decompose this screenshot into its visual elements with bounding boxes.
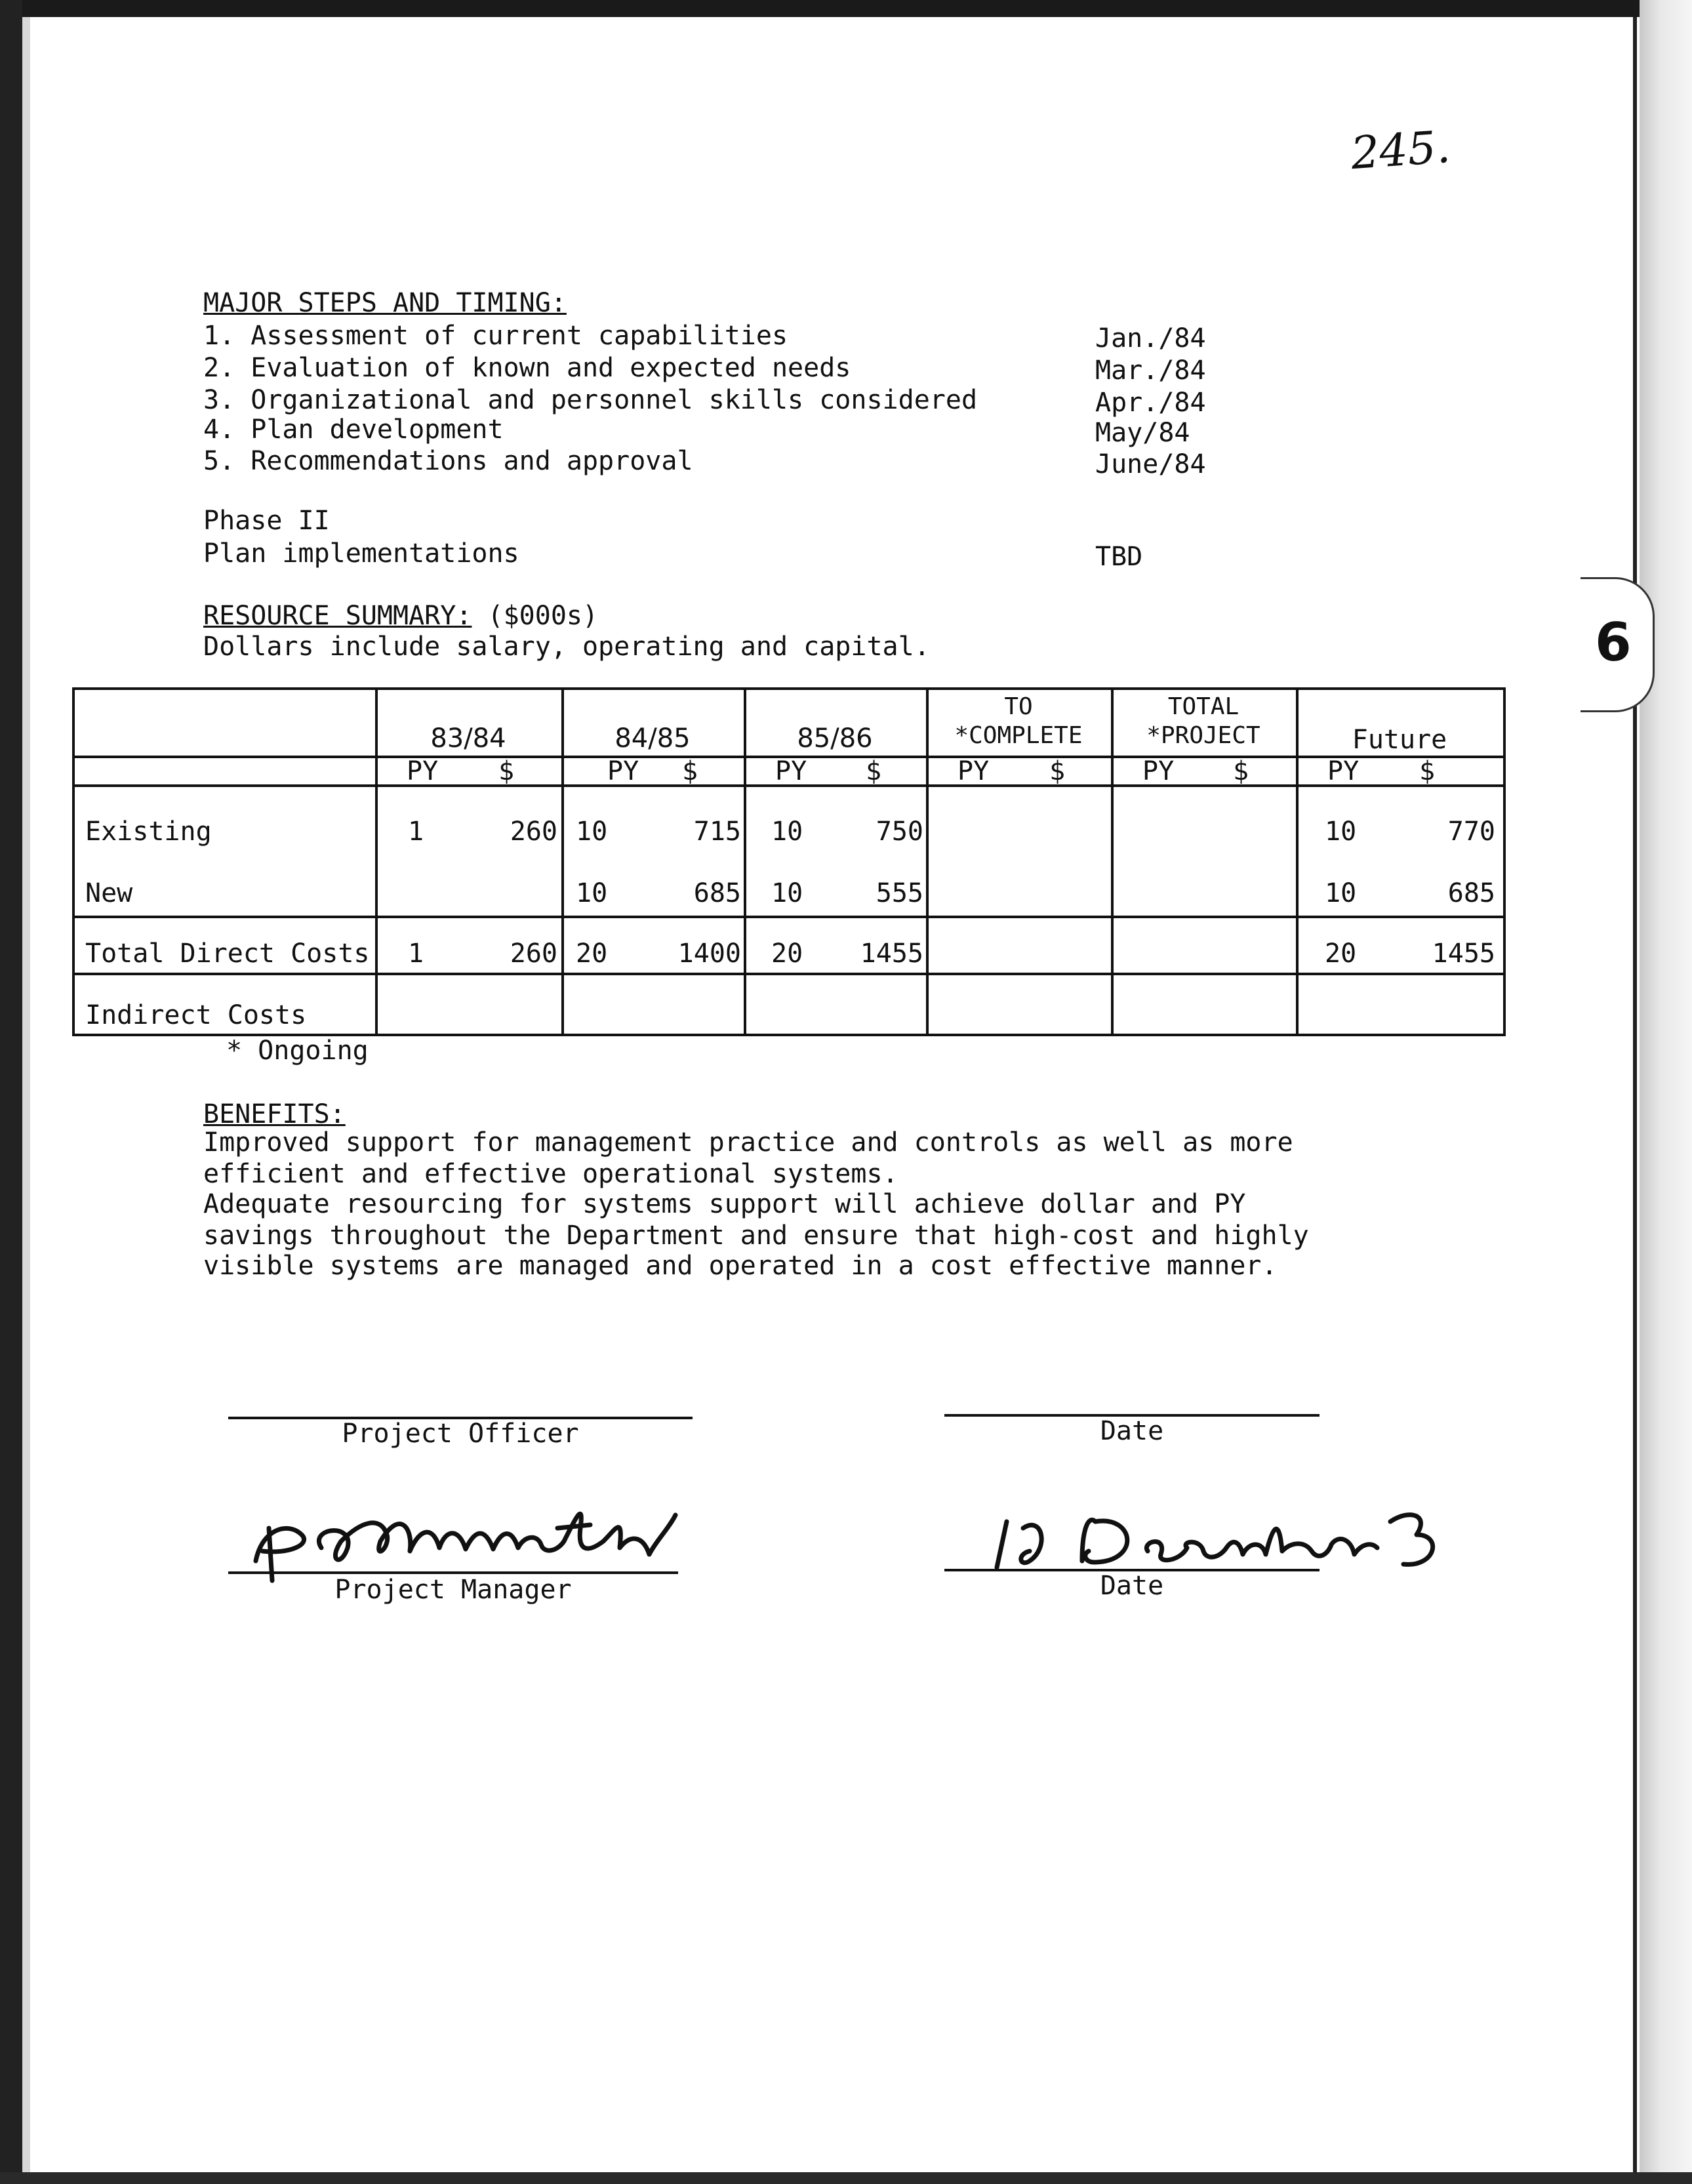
resource-summary-unit: ($000s)	[487, 601, 599, 631]
benefits-line: savings throughout the Department and ensure that high-cost and highly	[203, 1221, 1309, 1251]
table-cell: 260	[510, 817, 557, 847]
table-cell: 685	[693, 878, 741, 908]
table-cell: 770	[1447, 817, 1495, 847]
date-label-2: Date	[1100, 1571, 1164, 1601]
table-rule	[1503, 687, 1506, 1036]
table-footnote: * Ongoing	[226, 1036, 369, 1066]
sub-header-dollar: $	[682, 756, 698, 786]
resource-summary-title	[203, 600, 598, 632]
col-header-84-85: 84/85	[614, 723, 691, 754]
sub-header-dollar: $	[1419, 756, 1436, 786]
sub-header-py: PY	[775, 756, 807, 786]
col-header-future: Future	[1352, 725, 1447, 755]
sub-header-dollar: $	[866, 756, 882, 786]
table-cell: 1455	[860, 939, 923, 969]
step-date: Mar./84	[1095, 355, 1206, 386]
benefits-line: visible systems are managed and operated in a cost effective manner.	[203, 1251, 1278, 1281]
project-manager-label: Project Manager	[334, 1575, 572, 1605]
sub-header-dollar: $	[1233, 756, 1249, 786]
step-date: Apr./84	[1095, 388, 1206, 418]
table-rule	[72, 687, 1506, 690]
col-header-83-84: 83/84	[430, 723, 506, 754]
table-cell: 1455	[1432, 939, 1495, 969]
step-item: 1. Assessment of current capabilities	[203, 321, 788, 351]
sub-header-py: PY	[407, 756, 439, 786]
page-edge-right	[1633, 17, 1637, 2181]
phase-title: Phase II	[203, 506, 330, 536]
benefits-line: Improved support for management practice and controls as well as more	[203, 1127, 1293, 1158]
sub-header-dollar: $	[498, 756, 515, 786]
benefits-line: efficient and effective operational systems.	[203, 1159, 898, 1189]
phase-date: TBD	[1095, 542, 1143, 572]
col-header-85-86: 85/86	[797, 723, 873, 754]
signed-date-handwriting	[984, 1489, 1456, 1581]
table-cell: 555	[876, 878, 923, 908]
row-label-new: New	[85, 878, 133, 908]
step-item: 2. Evaluation of known and expected needs	[203, 353, 851, 383]
phase-item: Plan implementations	[203, 538, 519, 569]
resource-table	[72, 687, 1506, 1036]
scan-edge-top	[0, 0, 1692, 17]
step-item: 4. Plan development	[203, 415, 504, 445]
step-date: May/84	[1095, 418, 1190, 448]
table-cell: 260	[510, 939, 557, 969]
step-item: 3. Organizational and personnel skills considered	[203, 385, 978, 415]
major-steps-heading: MAJOR STEPS AND TIMING:	[203, 288, 567, 318]
sub-header-py: PY	[607, 756, 639, 786]
resource-summary-note: Dollars include salary, operating and capital.	[203, 632, 930, 662]
benefits-heading: BENEFITS:	[203, 1099, 346, 1129]
sub-header-dollar: $	[1049, 756, 1066, 786]
table-cell: 10	[576, 878, 608, 908]
scan-edge-left-inner	[22, 17, 30, 2175]
step-date: Jan./84	[1095, 323, 1206, 354]
step-date: June/84	[1095, 449, 1206, 479]
col-header-to-complete: TO *COMPLETE	[954, 693, 1083, 749]
row-label-total-direct-costs: Total Direct Costs	[85, 939, 370, 969]
table-cell: 10	[1325, 817, 1357, 847]
table-cell: 10	[1325, 878, 1357, 908]
index-tab-number: 6	[1595, 612, 1632, 673]
table-cell: 685	[1447, 878, 1495, 908]
table-cell: 1	[408, 939, 424, 969]
table-cell: 10	[576, 817, 608, 847]
table-cell: 20	[1325, 939, 1357, 969]
row-label-indirect-costs: Indirect Costs	[85, 1000, 307, 1030]
page-number: 245.	[1349, 121, 1452, 180]
step-item: 5. Recommendations and approval	[203, 446, 693, 476]
sub-header-py: PY	[957, 756, 990, 786]
table-cell: 20	[576, 939, 608, 969]
row-label-existing: Existing	[85, 817, 212, 847]
table-rule	[72, 916, 1506, 918]
table-rule	[72, 973, 1506, 975]
table-cell: 10	[771, 878, 803, 908]
benefits-line: Adequate resourcing for systems support will achieve dollar and PY	[203, 1189, 1246, 1219]
sub-header-py: PY	[1327, 756, 1360, 786]
resource-summary-heading: RESOURCE SUMMARY:	[203, 601, 472, 631]
table-rule	[72, 687, 75, 1036]
col-header-total-project: TOTAL *PROJECT	[1146, 693, 1260, 749]
table-cell: 750	[876, 817, 923, 847]
sub-header-py: PY	[1142, 756, 1175, 786]
table-cell: 1	[408, 817, 424, 847]
scan-edge-bottom	[0, 2172, 1692, 2184]
date-label-1: Date	[1100, 1416, 1164, 1446]
table-cell: 20	[771, 939, 803, 969]
scan-edge-right	[1640, 0, 1692, 2184]
table-cell: 1400	[677, 939, 741, 969]
scan-edge-left	[0, 0, 22, 2184]
table-cell: 10	[771, 817, 803, 847]
project-officer-label: Project Officer	[342, 1419, 579, 1449]
table-cell: 715	[693, 817, 741, 847]
